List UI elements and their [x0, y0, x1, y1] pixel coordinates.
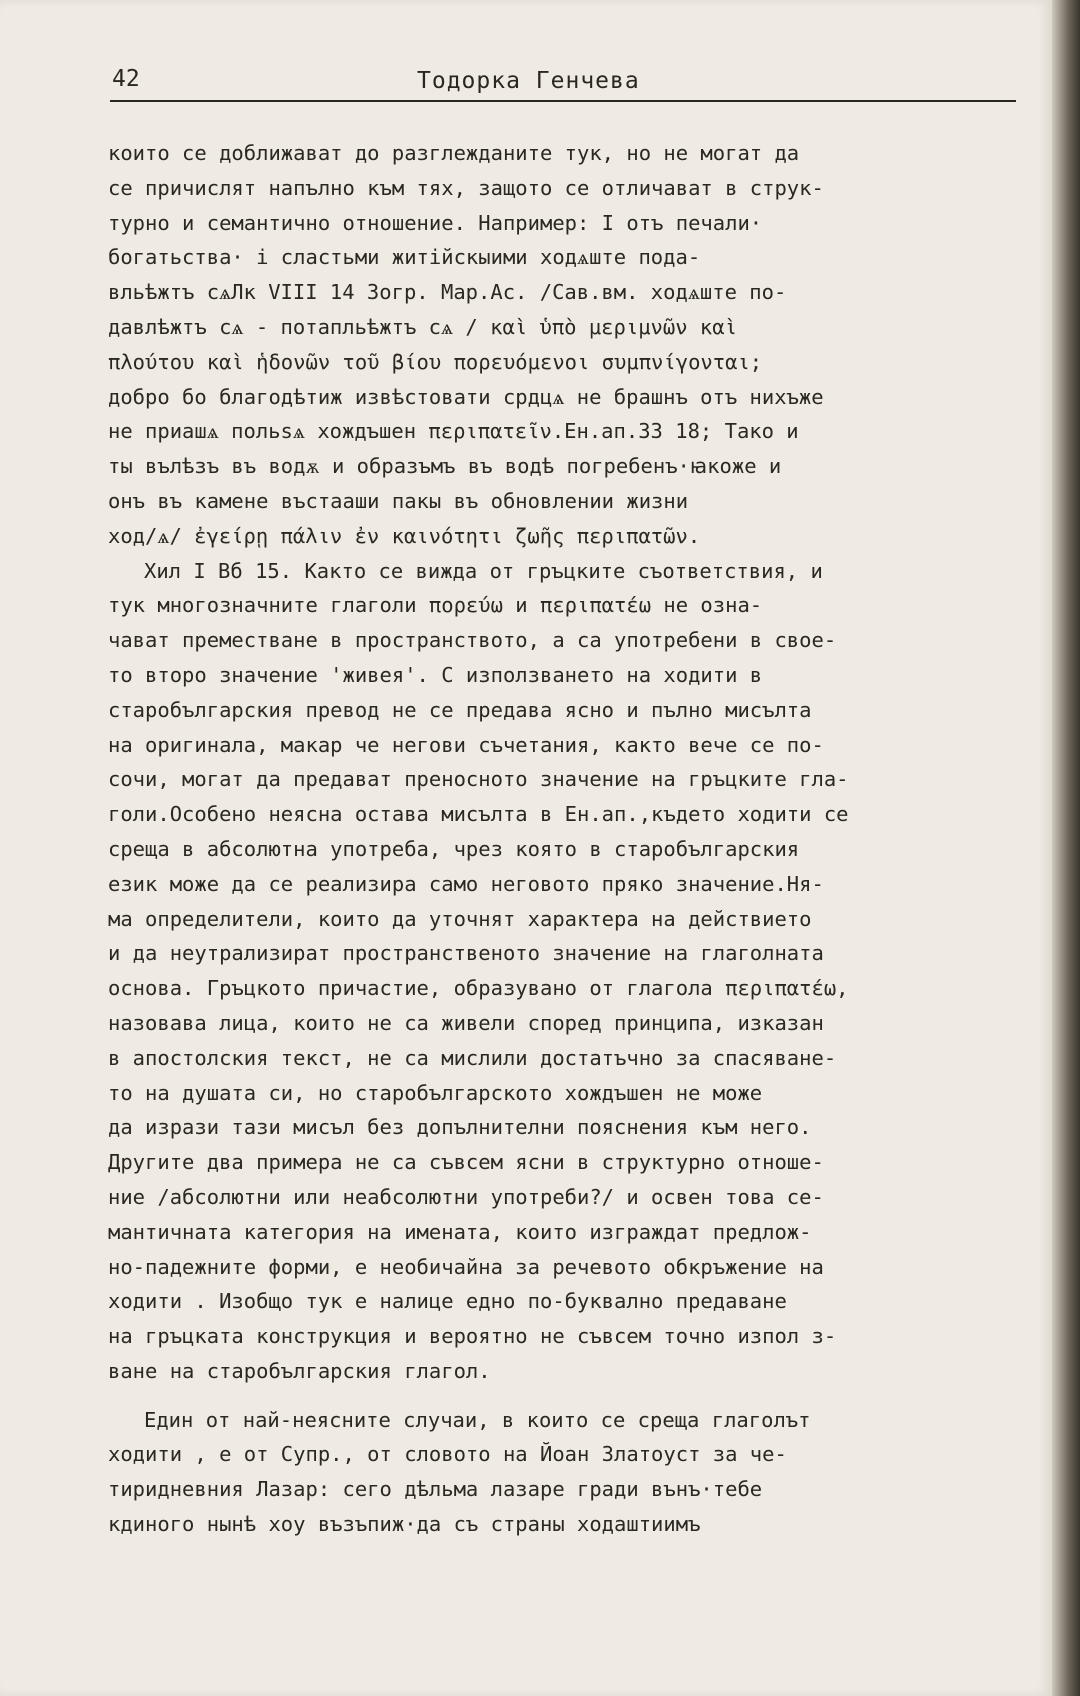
text-line: онъ въ камене въстааши пакы въ обновлении жизни — [108, 488, 689, 513]
text-line: на гръцката конструкция и вероятно не съвсем точно изпол з- — [108, 1324, 837, 1349]
text-line: сочи, могат да предават преносното значение на гръцките гла- — [108, 767, 849, 792]
text-line: тиридневния Лазар: сего дѣльма лазаре гради вънъ·тебе — [108, 1477, 763, 1502]
page-number: 42 — [112, 66, 140, 92]
running-title: Тодорка Генчева — [417, 68, 640, 94]
header-rule — [110, 100, 1016, 102]
text-line: в апостолския текст, не са мислили достатъчно за спасяване- — [108, 1045, 837, 1070]
text-line: ты вълѣзъ въ водѫ и образъмъ въ водѣ погребенъ·ꙗкоже и — [108, 454, 782, 479]
text-line: ход/ѧ/ ἐγείρῃ πάλιν ἐν καινότητι ζωῆς περιπατῶν. — [108, 523, 701, 548]
book-binding-edge — [1052, 0, 1080, 1696]
text-line: които се доближават до разглежданите тук, но не могат да — [108, 141, 800, 165]
text-line: то на душата си, но старобългарското хождъшен не може — [108, 1080, 763, 1105]
text-line: се причислят напълно към тях, защото се отличават в струк- — [108, 175, 824, 200]
text-line: ване на старобългарския глагол. — [108, 1358, 491, 1383]
text-line: ходити . Изобщо тук е налице едно по-буквално предаване — [108, 1289, 787, 1314]
text-line: голи.Особено неясна остава мисълта в Ен.ап.,където ходити се — [108, 802, 849, 827]
paragraph-first-line: Хил I Вб 15. Както се вижда от гръцките съответствия, и — [144, 558, 823, 583]
text-line: тук многозначните глаголи πορεύω и περιπατέω не озна- — [108, 593, 763, 618]
text-line: език може да се реализира само неговото пряко значение.Ня- — [108, 871, 824, 896]
text-line: добро бо благодѣтиж извѣстовати срдцѧ не брашнъ отъ нихъже — [108, 384, 824, 409]
text-line: не приашѧ польѕѧ хождъшен περιπατεῖν.Ен.ап.33 18; Тако и — [108, 419, 799, 444]
text-line: то второ значение 'живея'. С използването на ходити в — [108, 662, 763, 687]
text-line: на оригинала, макар че негови съчетания, както вече се по- — [108, 732, 824, 757]
text-line: и да неутрализират пространственото значение на глаголната — [108, 941, 824, 966]
text-line: турно и семантично отношение. Например: І отъ печали· — [108, 210, 763, 235]
text-line: кдиного нынѣ хоу възъпиж·да съ страны ходаштиимъ — [108, 1512, 701, 1537]
text-line: ма определители, които да уточнят характера на действието — [108, 906, 812, 931]
text-line: основа. Гръцкото причастие, образувано от глагола περιπατέω, — [108, 976, 849, 1001]
text-line: ние /абсолютни или неабсолютни употреби?/ и освен това се- — [108, 1184, 824, 1209]
text-line: старобългарския превод не се предава ясно и пълно мисълта — [108, 697, 812, 722]
text-line: но-падежните форми, е необичайна за речевото обкръжение на — [108, 1254, 824, 1279]
text-line: богатьства· і сластьми житійскыими ходѧште пода- — [108, 245, 701, 270]
text-line: да изрази тази мисъл без допълнителни пояснения към него. — [108, 1115, 812, 1140]
text-line: ходити , е от Супр., от словото на Йоан Златоуст за че- — [108, 1442, 787, 1467]
text-line: чават преместване в пространството, а са употребени в свое- — [108, 628, 837, 653]
body-text — [108, 136, 1038, 1542]
text-line: Другите два примера не са съвсем ясни в структурно отноше- — [108, 1150, 824, 1175]
paragraph-gap — [108, 1389, 1038, 1403]
text-line: среща в абсолютна употреба, чрез която в старобългарския — [108, 836, 800, 861]
text-line: мантичната категория на имената, които изграждат предлож- — [108, 1219, 812, 1244]
text-line: назовава лица, които не са живели според принципа, изказан — [108, 1010, 824, 1035]
text-line: вльѣжтъ сѧЛк VIII 14 Зогр. Мар.Ас. /Сав.вм. ходѧште по- — [108, 280, 787, 305]
paragraph-first-line: Един от най-неясните случаи, в които се среща глаголът — [144, 1407, 811, 1432]
text-line: πλούτου καὶ ἡδονῶν τοῦ βίου πορευόμενοι συμπνίγονται; — [108, 349, 763, 374]
text-line: давлѣжтъ сѧ - потапльѣжтъ сѧ / καὶ ὑπὸ μεριμνῶν καὶ — [108, 314, 737, 339]
